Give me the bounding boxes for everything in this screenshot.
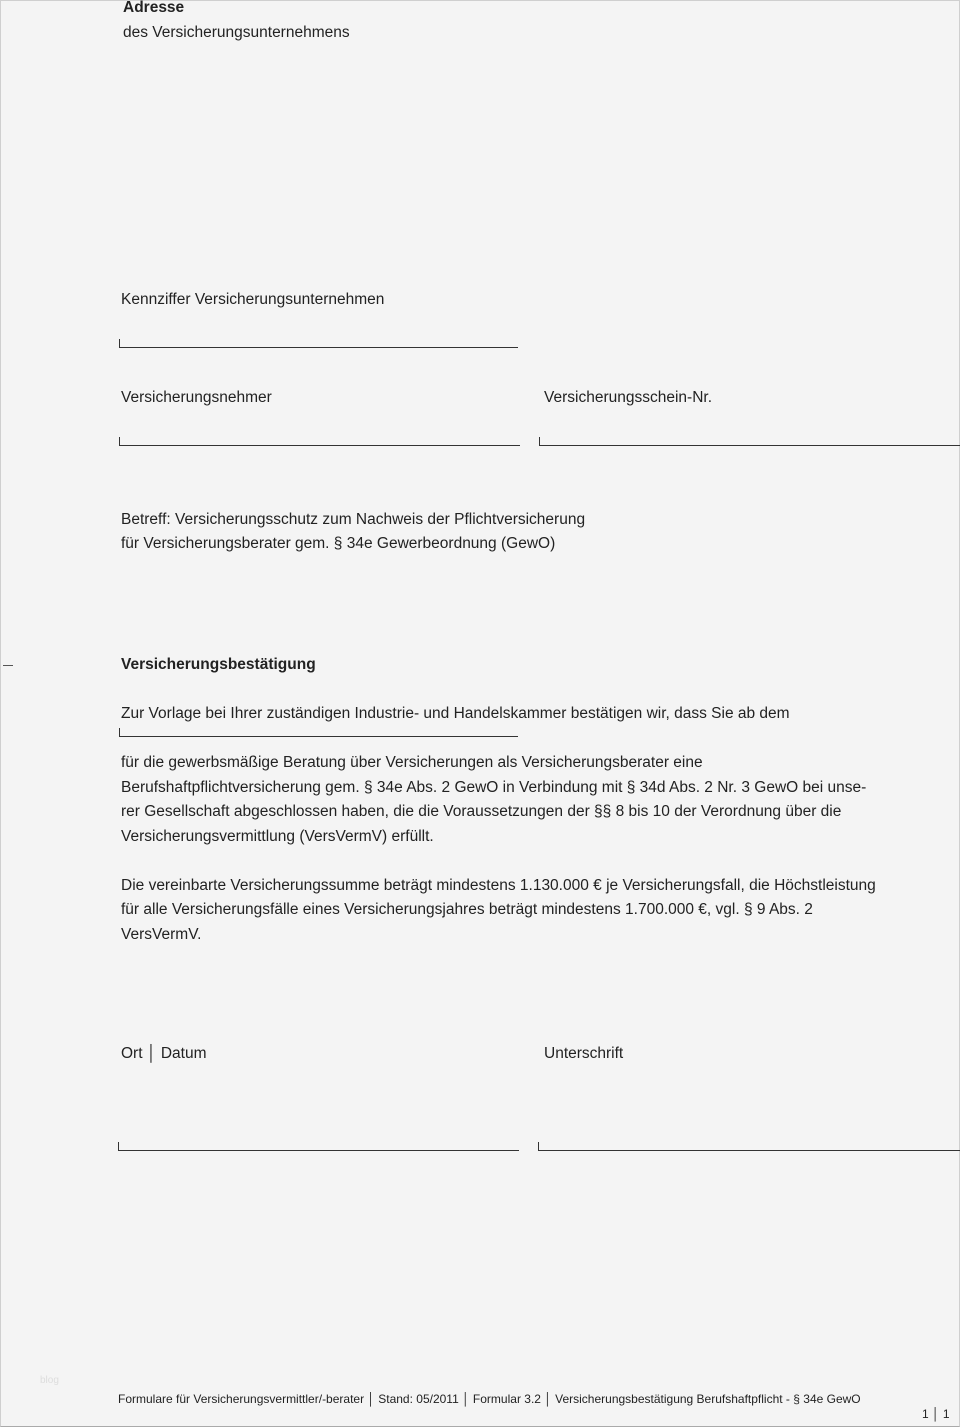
para1-line: Berufshaftpflichtversicherung gem. § 34e Abs. 2 GewO in Verbindung mit § 34d Abs. 2 Nr. 3 GewO bei unse- bbox=[121, 778, 867, 796]
address-title: Adresse bbox=[123, 0, 185, 16]
versicherungsschein-label: Versicherungsschein-Nr. bbox=[544, 389, 712, 406]
place-date-label: Ort │ Datum bbox=[121, 1045, 207, 1062]
versicherungsnehmer-field[interactable] bbox=[119, 437, 520, 446]
versicherungsschein-field[interactable] bbox=[539, 437, 960, 446]
start-date-row bbox=[121, 727, 941, 752]
watermark: blog bbox=[40, 1375, 59, 1386]
signature-field[interactable] bbox=[538, 1142, 960, 1151]
place-date-field[interactable] bbox=[118, 1142, 519, 1151]
footer-text: Formulare für Versicherungsvermittler/-berater │ Stand: 05/2011 │ Formular 3.2 │ Versicherungsbestätigung Berufshaftpflicht - § 34e GewO bbox=[118, 1392, 861, 1406]
para1-line: Versicherungsvermittlung (VersVermV) erfüllt. bbox=[121, 827, 434, 845]
heading: Versicherungsbestätigung bbox=[121, 656, 316, 673]
para1-line: rer Gesellschaft abgeschlossen haben, die die Voraussetzungen der §§ 8 bis 10 der Verordnung über die bbox=[121, 803, 842, 820]
para1-line: für die gewerbsmäßige Beratung über Versicherungen als Versicherungsberater eine bbox=[121, 754, 703, 771]
versicherungsnehmer-label: Versicherungsnehmer bbox=[121, 389, 272, 406]
subject-line-1: Betreff: Versicherungsschutz zum Nachweis der Pflichtversicherung bbox=[121, 511, 586, 528]
start-date-field[interactable] bbox=[119, 728, 518, 737]
intro-text: Zur Vorlage bei Ihrer zuständigen Industrie- und Handelskammer bestätigen wir, dass Sie ab dem bbox=[121, 705, 790, 722]
page-number: 1 │ 1 bbox=[922, 1407, 950, 1421]
subject-line-2: für Versicherungsberater gem. § 34e Gewerbeordnung (GewO) bbox=[121, 535, 556, 552]
para2-line: für alle Versicherungsfälle eines Versicherungsjahres beträgt mindestens 1.700.000 €, vgl. § 9 Abs. 2 bbox=[121, 901, 813, 918]
kennziffer-label: Kennziffer Versicherungsunternehmen bbox=[121, 291, 385, 308]
fold-mark bbox=[3, 665, 13, 666]
address-subtitle: des Versicherungsunternehmens bbox=[123, 24, 350, 41]
para2-line: Die vereinbarte Versicherungssumme beträgt mindestens 1.130.000 € je Versicherungsfall, die Höchstleistung bbox=[121, 876, 876, 894]
kennziffer-field[interactable] bbox=[119, 339, 518, 348]
signature-label: Unterschrift bbox=[544, 1045, 624, 1062]
para2-line: VersVermV. bbox=[121, 925, 202, 943]
body-text bbox=[121, 653, 941, 947]
